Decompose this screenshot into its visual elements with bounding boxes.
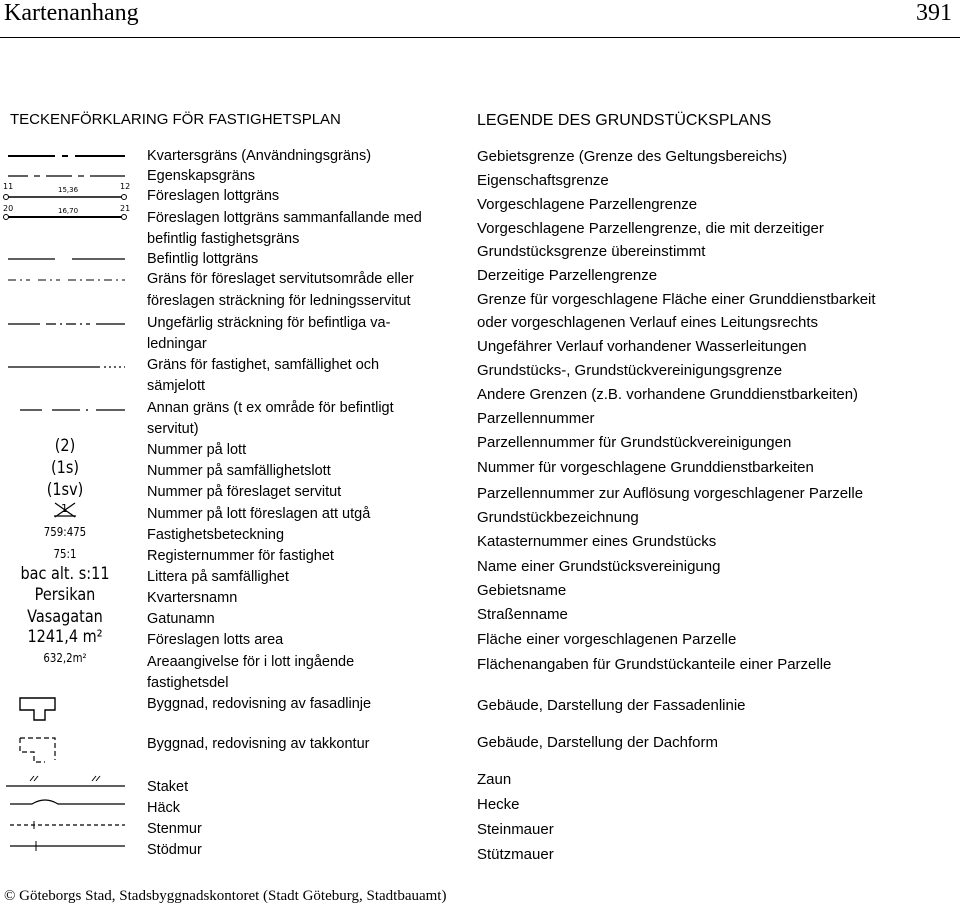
de-line: Gebietsgrenze (Grenze des Geltungsbereichs) (477, 148, 788, 165)
lot-removed-number: 1 (61, 502, 68, 515)
sv-line: sämjelott (147, 378, 206, 394)
de-line: Grundstückbezeichnung (477, 509, 639, 526)
sv-line: Befintlig lottgräns (147, 251, 259, 267)
sv-line: Annan gräns (t ex område för befintligt (147, 400, 394, 416)
boundary-number: 21 (120, 204, 131, 213)
building-roof-symbol (20, 738, 55, 762)
de-line: Grundstücks-, Grundstückvereinigungsgrenze (477, 362, 783, 379)
running-header-title: Kartenanhang (4, 0, 139, 26)
lot-area-symbol: 1241,4 m² (27, 627, 103, 647)
commons-letter-symbol: bac alt. s:11 (20, 564, 110, 584)
commons-lot-number-symbol: (1s) (51, 458, 79, 478)
de-line: Vorgeschlagene Parzellengrenze (477, 196, 698, 213)
header-rule (0, 37, 960, 38)
sv-line: Byggnad, redovisning av takkontur (147, 736, 370, 752)
de-line: Steinmauer (477, 821, 554, 838)
de-line: Stützmauer (477, 846, 554, 863)
de-line: Grundstücksgrenze übereinstimmt (477, 243, 706, 260)
sv-line: Fastighetsbeteckning (147, 527, 285, 543)
de-line: Katasternummer eines Grundstücks (477, 533, 717, 550)
sv-line: Nummer på samfällighetslott (147, 463, 331, 479)
sv-line: föreslagen sträckning för ledningsservitut (147, 293, 411, 309)
lot-removed-symbol (52, 501, 78, 519)
hedge-line (10, 800, 125, 804)
sv-line: Föreslagen lottgräns sammanfallande med (147, 210, 422, 226)
sv-line: Kvartersgräns (Användningsgräns) (147, 148, 372, 164)
line-symbols (0, 140, 140, 860)
sv-line: Kvartersnamn (147, 590, 238, 606)
sv-line: Häck (147, 800, 181, 816)
sv-line: Littera på samfällighet (147, 569, 289, 585)
de-line: oder vorgeschlagenen Verlauf eines Leitungsrechts (477, 314, 819, 331)
de-line: Grenze für vorgeschlagene Fläche einer Grunddienstbarkeit (477, 291, 876, 308)
de-line: Hecke (477, 796, 520, 813)
sv-line: Föreslagen lottgräns (147, 188, 280, 204)
de-line: Ungefährer Verlauf vorhandener Wasserleitungen (477, 338, 807, 355)
sv-line: Byggnad, redovisning av fasadlinje (147, 696, 372, 712)
sv-line: Stödmur (147, 842, 202, 858)
de-line: Gebäude, Darstellung der Dachform (477, 734, 718, 751)
de-line: Gebäude, Darstellung der Fassadenlinie (477, 697, 746, 714)
building-facade-symbol (20, 698, 55, 720)
de-line: Nummer für vorgeschlagene Grunddienstbarkeiten (477, 459, 814, 476)
block-name-symbol: Persikan (34, 585, 96, 605)
de-line: Andere Grenzen (z.B. vorhandene Grunddienstbarkeiten) (477, 386, 859, 403)
de-line: Gebietsname (477, 582, 567, 599)
sv-line: befintlig fastighetsgräns (147, 231, 300, 247)
de-line: Derzeitige Parzellengrenze (477, 267, 658, 284)
boundary-number: 20 (3, 204, 14, 213)
boundary-number: 11 (3, 182, 14, 191)
boundary-number: 16,70 (58, 207, 79, 215)
sv-line: Egenskapsgräns (147, 168, 256, 184)
servitude-number-symbol: (1sv) (46, 480, 84, 500)
sv-line: Stenmur (147, 821, 202, 837)
sv-line: Nummer på föreslaget servitut (147, 484, 342, 500)
sv-line: Föreslagen lotts area (147, 632, 284, 648)
de-line: Straßenname (477, 606, 568, 623)
lot-number-symbol: (2) (54, 436, 76, 456)
sv-line: Areaangivelse för i lott ingående (147, 654, 355, 670)
boundary-number: 15,36 (58, 186, 79, 194)
sv-line: Nummer på lott föreslagen att utgå (147, 506, 371, 522)
sv-line: Gräns för föreslaget servitutsområde eller (147, 271, 414, 287)
de-line: Parzellennummer für Grundstückvereinigungen (477, 434, 792, 451)
de-line: Vorgeschlagene Parzellengrenze, die mit derzeitiger (477, 220, 824, 237)
sv-line: servitut) (147, 421, 199, 437)
sv-line: ledningar (147, 336, 207, 352)
register-number-symbol: 75:1 (53, 547, 77, 561)
sv-line: Staket (147, 779, 189, 795)
swedish-legend-title: TECKENFÖRKLARING FÖR FASTIGHETSPLAN (10, 111, 341, 128)
property-designation-symbol: 759:475 (43, 525, 87, 539)
sv-line: Gatunamn (147, 611, 215, 627)
sv-line: fastighetsdel (147, 675, 229, 691)
de-line: Fläche einer vorgeschlagenen Parzelle (477, 631, 737, 648)
sv-line: Registernummer för fastighet (147, 548, 334, 564)
sv-line: Nummer på lott (147, 442, 247, 458)
german-legend-title: LEGENDE DES GRUNDSTÜCKSPLANS (477, 112, 772, 129)
street-name-symbol: Vasagatan (27, 607, 103, 627)
de-line: Parzellennummer zur Auflösung vorgeschlagener Parzelle (477, 485, 864, 502)
copyright-footer: © Göteborgs Stad, Stadsbyggnadskontoret (Stadt Göteburg, Stadtbauamt) (4, 888, 447, 904)
boundary-number: 12 (120, 182, 131, 191)
de-line: Flächenangaben für Grundstückanteile einer Parzelle (477, 656, 832, 673)
page-number: 391 (916, 0, 952, 26)
area-part-symbol: 632,2m² (43, 651, 87, 665)
de-line: Parzellennummer (477, 410, 595, 427)
sv-line: Gräns för fastighet, samfällighet och (147, 357, 380, 373)
de-line: Zaun (477, 771, 512, 788)
de-line: Name einer Grundstücksvereinigung (477, 558, 721, 575)
de-line: Eigenschaftsgrenze (477, 172, 609, 189)
sv-line: Ungefärlig sträckning för befintliga va- (147, 315, 391, 331)
